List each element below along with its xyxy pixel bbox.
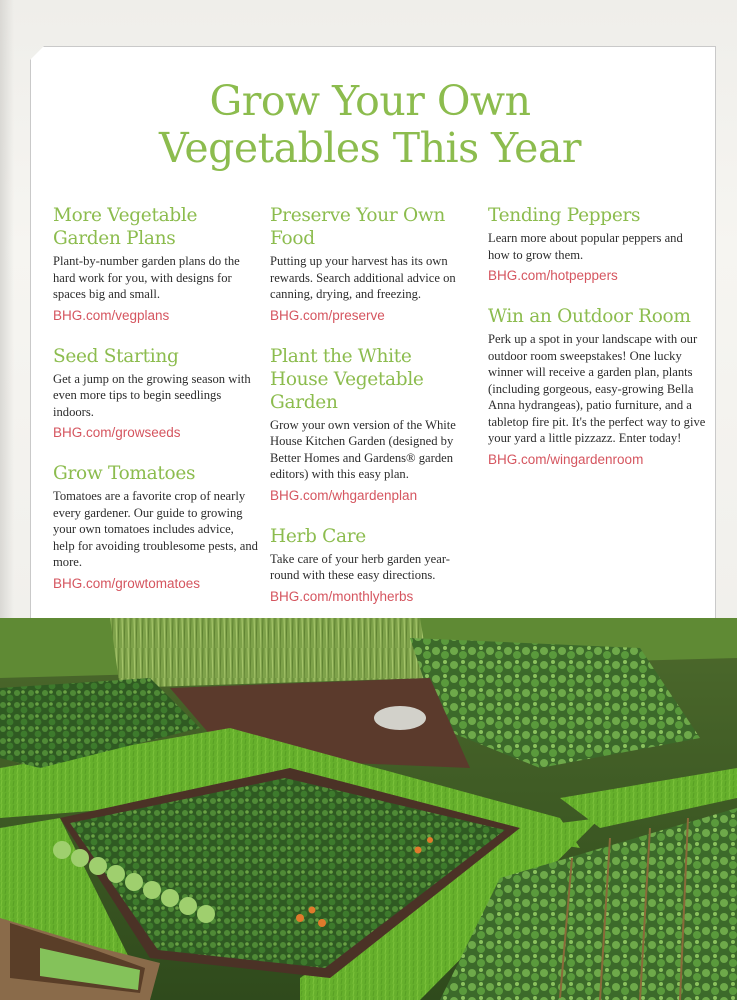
article-link[interactable]: BHG.com/whgardenplan [270,487,418,503]
article-body: Perk up a spot in your landscape with our outdoor room sweepstakes! One lucky winner will receive a garden plan, plants (including gorgeous, easy-growing Bella Anna hydrangeas), patio furniture, and a tabletop fire pit. It's the perfect way to give your yard a little pizzazz. Enter today! [488,332,706,445]
page-title-line-1: Grow Your Own [209,77,531,125]
article-vegetable-plans [53,204,258,325]
article-link[interactable]: BHG.com/monthlyherbs [270,588,414,604]
column-left [53,204,258,613]
column-middle [270,204,475,626]
article-link[interactable]: BHG.com/preserve [270,307,385,323]
page-fold-shadow [0,0,14,618]
article-link[interactable]: BHG.com/vegplans [53,307,170,323]
article-title: Herb Care [270,525,366,547]
article-body: Get a jump on the growing season with even more tips to begin seedlings indoors. [53,371,251,419]
article-body: Putting up your harvest has its own rewards. Search additional advice on canning, drying, and freezing. [270,254,456,301]
column-right [488,204,706,489]
article-body: Grow your own version of the White House Kitchen Garden (designed by Better Homes and Gardens® garden editors) with this easy plan. [270,417,456,481]
article-body: Learn more about popular peppers and how to grow them. [488,231,683,262]
page-title [60,78,680,172]
garden-photo [0,618,737,1000]
article-link[interactable]: BHG.com/growseeds [53,425,181,440]
article-preserve-food [270,204,475,325]
article-title: Tending Peppers [488,205,641,226]
article-tending-peppers [488,204,706,285]
article-herb-care [270,525,475,606]
article-link[interactable]: BHG.com/wingardenroom [488,451,644,467]
article-link[interactable]: BHG.com/growtomatoes [53,575,201,591]
article-outdoor-room [488,305,706,469]
article-seed-starting [53,345,258,443]
page-title-line-2: Vegetables This Year [159,124,581,172]
article-title: More Vegetable Garden Plans [53,205,198,249]
article-link[interactable]: BHG.com/hotpeppers [488,268,618,283]
article-body: Tomatoes are a favorite crop of nearly every gardener. Our guide to growing your own tomatoes includes advice, help for avoiding troublesome pests, and more. [53,489,258,569]
article-title: Preserve Your Own Food [270,205,446,249]
article-white-house-garden [270,345,475,505]
article-title: Seed Starting [53,345,179,367]
article-body: Plant-by-number garden plans do the hard work for you, with designs for spaces big and small. [53,254,240,301]
garden-photo-illustration [0,618,737,1000]
article-title: Grow Tomatoes [53,463,196,484]
article-body: Take care of your herb garden year-round with these easy directions. [270,551,450,582]
article-title: Plant the White House Vegetable Garden [270,345,424,413]
article-grow-tomatoes [53,462,258,593]
article-title: Win an Outdoor Room [488,306,691,327]
